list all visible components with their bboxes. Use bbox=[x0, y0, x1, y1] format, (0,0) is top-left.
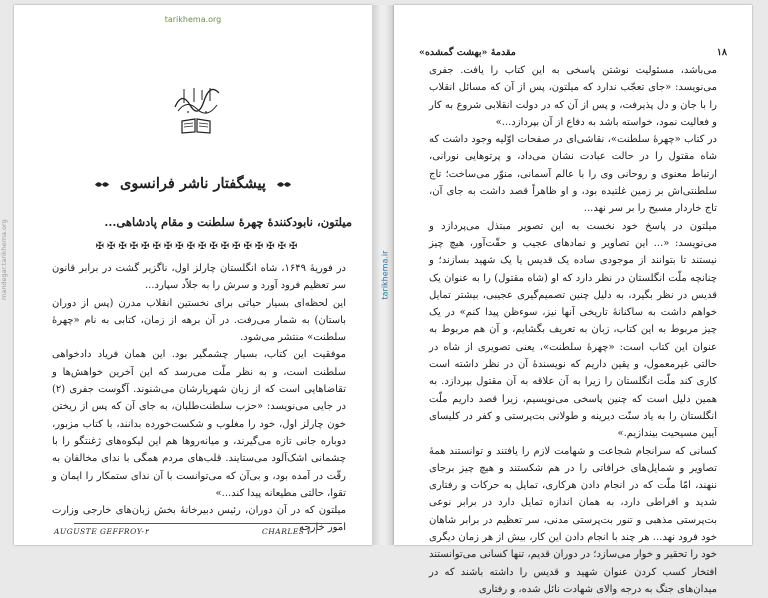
basmala-calligraphy bbox=[172, 85, 222, 115]
right-body-text bbox=[429, 62, 717, 598]
paragraph: در کتاب «چهرۀ سلطنت»، نقاشی‌ای در صفحات اوّلیه وجود داشت که شاه مقتول را در حالت عبادت نشان می‌داد، و پرتوهایی نورانی، ارتباط معنوی و روحانی وی را با عالم آسمانی، منوّر می‌ساخت؛ تاج سلطنتی‌اش بر زمین غلتیده بود، و او ظاهراً قصد داشت به جای آن، تاج خاردار مسیح را بر سر نهد... bbox=[429, 134, 717, 215]
paragraph: در فوریۀ ۱۶۴۹، شاه انگلستان چارلز اول، ناگزیر گشت در برابر قانون سر تعظیم فرود آورد و سرش را به جلاّد سپارد... bbox=[52, 263, 347, 292]
page-number: ۱۸ bbox=[716, 47, 727, 58]
footnote-1: CHARLES I-۱ bbox=[262, 527, 318, 536]
chapter-subtitle: میلتون، نابودکنندۀ چهرۀ سلطنت و مقام پادشاهی... bbox=[104, 215, 352, 229]
chapter-title bbox=[14, 175, 372, 192]
footnote-rule bbox=[74, 523, 342, 524]
paragraph: کسانی که سرانجام شجاعت و شهامت لازم را یافتند و توانستند همۀ تصاویر و شمایل‌های خرافاتی را در هم شکستند و هیچ چیز برجای ننهند، امّا ملّت که در انجام دادن هرکاری، تمایل به حرکات و رفتاری شدید و افراطی دارد، به همان اندازه تمایل دارد در برابر نوعی بت‌پرستی مذهبی و تنور بت‌پرستی مدنی، سر تعظیم در برابر شاهان خود فرود نهد... هر چند با انجام دادن این کار، بیش از هر زمان دیگری خود را تحقیر و خوار می‌سازد؛ در دوران قدیم، تنها کسانی می‌توانستند افتخار کسب کردن عنوان شهید و قدیس را داشته باشند که در میدان‌های جنگ به درجه والای شهادت نائل شده، و رفتاری bbox=[429, 445, 717, 595]
side-watermark: mandegar.tarikhema.org bbox=[0, 219, 8, 300]
footnote-2: AUGUSTE GEFFROY-۲ bbox=[54, 527, 149, 536]
title-ornament-icon bbox=[277, 180, 291, 189]
top-watermark: tarikhema.org bbox=[164, 15, 222, 24]
title-ornament-icon bbox=[95, 180, 109, 189]
paragraph: میلتون در پاسخ خود نخست به این تصویر مبتذل می‌پردازد و می‌نویسد: «... این تصاویر و نمادهای عجیب و حقّت‌آور، هیچ چیز نیستند تا بتوانند از موجودی ساده یک قدیس یا یک شهید بسازند؛ و چنانچه ملّت انگلستان در نظر دارد که او (شاه مقتول) را به عنوان یک قدیس در نظر بگیرد، به دلیل چنین تصمیم‌گیری عجیبی، بیشتر تمایل خواهم داشت به ساکنانۀ تاریخی آنها نیز، سوءظن پیدا کنم» در یک چیز مربوط به این کتاب، زبان به تعریف بگشایم، و آن هم مربوط به عنوان این کتاب است: «چهرۀ سلطنت»، یعنی تصویری از شاه در حالتی غیرمعمول، و یقین داریم که نویسندۀ آن در نظر داشته است کاری کند ملّت انگلستان را زیرا به آن علاقه به آن مقتول بپردازد. به همین دلیل است که چنین پاسخی می‌نویسیم، زیرا قصد داریم ملّت انگلستان را به یاد سنّت دیرینه و طولانی بت‌پرستی و کفر در کلیسای آیین مسیحیت بیندازیم.» bbox=[429, 220, 717, 440]
paragraph: این لحظه‌ای بسیار حیاتی برای نخستین انقلاب مدرن (پس از دوران باستان) به شمار می‌رفت. در آن برهه از زمان، کتابی به نام «چهرۀ سلطنت» منتشر می‌شود. bbox=[52, 297, 346, 344]
cross-ornament-row: ✠✠✠✠✠✠✠✠✠✠✠✠✠✠✠✠✠✠ bbox=[95, 241, 301, 252]
open-book-icon bbox=[180, 118, 212, 134]
running-header bbox=[419, 47, 727, 61]
paragraph: میلتون که در آن دوران، رئیس دبیرخانۀ بخش زبان‌های خارجی وزارت امور خارجه bbox=[52, 505, 346, 534]
left-body-text bbox=[52, 260, 346, 537]
right-page bbox=[394, 5, 752, 595]
chapter-title-text: پیشگفتار ناشر فرانسوی bbox=[120, 175, 266, 192]
paragraph: موفقیت این کتاب، بسیار چشمگیر بود. این همان فریاد دادخواهی سلطنت است، و به نظر ملّت می‌رسد که این آخرین خواهش‌ها و تقاضاهایی است که از زبان شهریارشان می‌شنوند. آگوست جفری (۲) در جایی می‌نویسد: «حزب سلطنت‌طلبان، به جای آن که پس از ریختن خون چارلز اول، خود را مغلوب و شکست‌خورده بدانند، با کتاب مزبور، دوباره جانی تازه می‌گیرند، و میانه‌روها هم این لیکوه‌های ژغنتگو را با چشمانی اشک‌آلود می‌ستایند. قلب‌های مردم همگی با ندای مخالفان به رقّت در آمده بود، و بی‌آن که می‌توانست با آن ندای ستمکار را ایمان و تقوا، حالتی مطیعانه پیدا کند...» bbox=[52, 349, 346, 499]
center-watermark: tarikhema.ir bbox=[380, 250, 390, 300]
left-page bbox=[14, 5, 372, 545]
paragraph: می‌باشد، مسئولیت نوشتن پاسخی به این کتاب را یافت. جفری می‌نویسد: «جای تعجّب ندارد که میلتون، پس از آن که مسائل انقلاب را با جان و دل پذیرفت، و پس از آن که در دولت انقلابی شروع به کار و فعالیت نمود، خواسته باشد به دفاع از آن بپردازد...» bbox=[429, 65, 717, 128]
running-head-title: مقدمۀ «بهشت گمشده» bbox=[419, 47, 516, 58]
